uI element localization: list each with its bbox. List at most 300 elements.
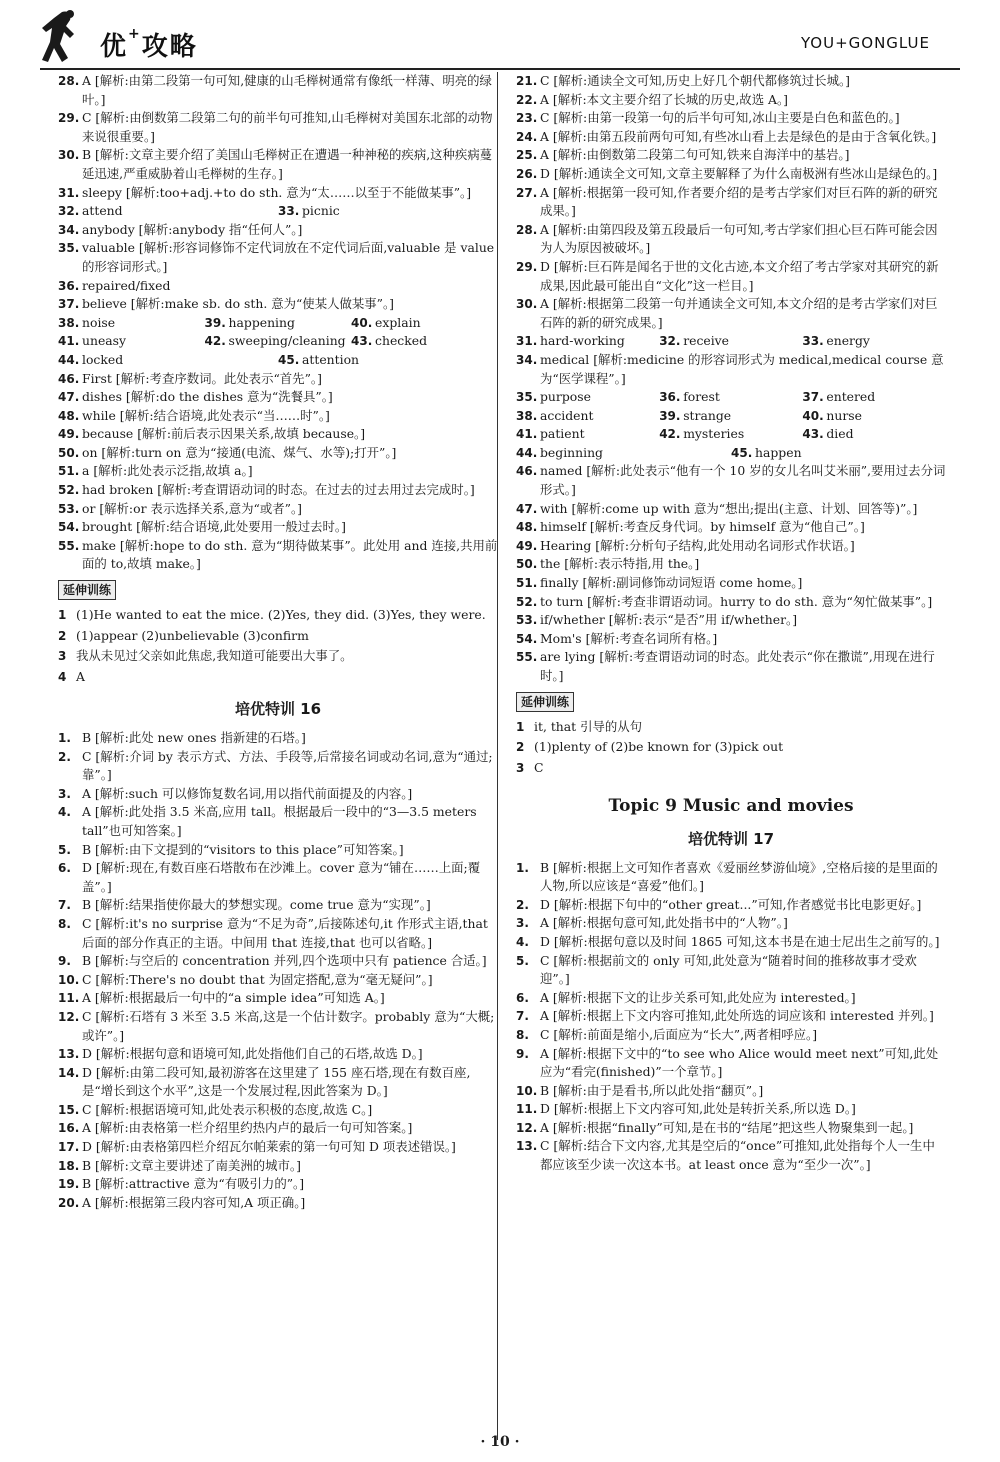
item-text: anybody [解析:anybody 指“任何人”。] (82, 221, 303, 237)
item-text: sleepy [解析:too+adj.+to do sth. 意为“太……以至于不能做某事”。] (82, 184, 472, 200)
answer-row (516, 444, 946, 463)
answer-item (58, 462, 498, 481)
answer-item (58, 518, 498, 537)
item-number: 41. (516, 427, 538, 442)
item-text: C [解析:it's no surprise 意为“不足为奇”,后接陈述句,it 作形式主语,that 后面的部分作真正的主语。中间用 that 连接,that 也可以省略。] (82, 915, 488, 950)
answer-item (278, 351, 498, 370)
answer-item (516, 184, 946, 221)
answer-item (516, 574, 946, 593)
answer-item (731, 444, 946, 463)
item-text: (1)appear (2)unbelievable (3)confirm (76, 627, 309, 643)
answer-item (58, 803, 498, 840)
item-number: 46. (516, 464, 538, 479)
answer-row (516, 332, 946, 351)
answer-item (58, 971, 498, 990)
item-text: B [解析:由于是看书,所以此处指“翻页”。] (540, 1082, 764, 1098)
answer-row (516, 388, 946, 407)
item-number: 12. (58, 1009, 80, 1024)
answer-item (802, 332, 945, 351)
item-number: 55. (58, 538, 80, 553)
answer-item (58, 537, 498, 574)
answer-item (516, 1119, 946, 1138)
item-number: 52. (58, 483, 80, 498)
answer-item (516, 72, 946, 91)
item-number: 37. (58, 297, 80, 312)
answer-item (516, 128, 946, 147)
item-text: A [解析:此处指 3.5 米高,应用 tall。根据最后一段中的“3—3.5 meters tall”也可知答案。] (82, 804, 477, 838)
item-text: locked (82, 351, 124, 367)
item-number: 54. (58, 520, 80, 535)
item-number: 28. (58, 74, 80, 88)
item-number: 49. (58, 427, 80, 442)
item-number: 38. (516, 408, 538, 423)
item-number: 5. (58, 842, 71, 857)
item-number: 16. (58, 1121, 80, 1136)
answer-item (58, 668, 498, 687)
answer-item (516, 351, 946, 388)
item-number: 31. (516, 334, 538, 349)
item-number: 25. (516, 148, 538, 163)
answer-item (58, 1194, 498, 1213)
item-text: believe [解析:make sb. do sth. 意为“使某人做某事”。] (82, 296, 395, 312)
answer-item (802, 407, 945, 426)
item-number: 7. (516, 1009, 529, 1024)
item-text: A [解析:根据第三段内容可知,A 项正确。] (82, 1194, 306, 1210)
item-number: 37. (802, 390, 824, 405)
item-text: if/whether [解析:表示“是否”用 if/whether。] (540, 612, 798, 628)
answer-item (516, 1026, 946, 1045)
answer-item (205, 332, 352, 351)
item-number: 29. (516, 259, 538, 274)
item-text: A [解析:由第五段前两句可知,有些冰山看上去是绿色的是由于含氧化铁。] (540, 128, 937, 144)
item-text: nurse (826, 407, 862, 423)
answer-item (516, 1007, 946, 1026)
item-number: 31. (58, 185, 80, 200)
answer-item (58, 481, 498, 500)
item-text: (1)He wanted to eat the mice. (2)Yes, they did. (3)Yes, they were. (76, 607, 486, 623)
answer-item (516, 518, 946, 537)
answer-item (58, 277, 498, 296)
item-number: 27. (516, 185, 538, 200)
item-text: C [解析:由第一段第一句的后半句可知,冰山主要是白色和蓝色的。] (540, 110, 900, 126)
answer-row (58, 332, 498, 351)
answer-item (58, 239, 498, 276)
item-text: uneasy (82, 333, 127, 349)
item-number: 24. (516, 129, 538, 144)
item-text: First [解析:考查序数词。此处表示“首先”。] (82, 370, 322, 386)
item-text: finally [解析:副词修饰动词短语 come home。] (540, 575, 803, 591)
item-text: 我从未见过父亲如此焦虑,我知道可能要出大事了。 (76, 648, 353, 664)
item-number: 32. (58, 204, 80, 219)
item-text: D [解析:现在,有数百座石塔散布在沙滩上。cover 意为“铺在……上面;覆盖”。] (82, 860, 481, 894)
answer-item (516, 1045, 946, 1082)
item-number: 4. (516, 934, 529, 949)
answer-item (516, 933, 946, 952)
item-text: died (826, 426, 854, 442)
answer-item (278, 202, 498, 221)
item-text: with [解析:come up with 意为“想出;提出(主意、计划、回答等)”。] (540, 500, 918, 516)
item-text: medical [解析:medicine 的形容词形式为 medical,medical course 意为“医学课程”。] (540, 351, 944, 386)
answer-item (516, 611, 946, 630)
section-title-17: 培优特训 17 (687, 829, 775, 848)
answer-item (58, 146, 498, 183)
header-rule (40, 68, 960, 70)
answer-item (516, 718, 946, 737)
page-header (40, 8, 960, 72)
item-number: 29. (58, 111, 80, 126)
item-text: A [解析:根据上下文内容可推知,此处所选的词应该和 interested 并列。] (540, 1008, 934, 1024)
answer-item (58, 1119, 498, 1138)
item-number: 40. (351, 315, 373, 330)
item-text: D [解析:根据句意和语境可知,此处指他们自己的石塔,故选 D。] (82, 1046, 423, 1062)
item-number: 15. (58, 1102, 80, 1117)
item-number: 26. (516, 166, 538, 181)
item-text: entered (826, 389, 876, 405)
item-number: 13. (58, 1047, 80, 1062)
item-text: B [解析:由下文提到的“visitors to this place”可知答案。] (82, 841, 404, 857)
brand-label: YOU+GONGLUE (800, 34, 930, 52)
item-number: 43. (802, 427, 824, 442)
answer-item (516, 91, 946, 110)
item-number: 47. (58, 390, 80, 405)
item-number: 51. (516, 576, 538, 591)
answer-item (659, 407, 802, 426)
answer-item (58, 351, 278, 370)
answer-item (58, 295, 498, 314)
item-text: attention (302, 351, 360, 367)
item-number: 23. (516, 111, 538, 126)
item-text: Hearing [解析:分析句子结构,此处用动名词形式作状语。] (540, 537, 855, 553)
item-text: beginning (540, 444, 603, 460)
item-number: 36. (659, 390, 681, 405)
left-column (58, 72, 498, 1212)
item-text: mysteries (683, 426, 745, 442)
item-text: attend (82, 203, 123, 219)
answer-item (58, 1008, 498, 1045)
item-number: 30. (516, 297, 538, 312)
item-text: D [解析:巨石阵是闻名于世的文化古迹,本文介绍了考古学家对其研究的新成果,因此最可能出自“文化”这一栏目。] (540, 258, 939, 293)
item-number: 35. (58, 241, 80, 256)
item-text: happen (755, 444, 802, 460)
answer-item (58, 332, 205, 351)
item-number: 46. (58, 371, 80, 386)
item-text: happening (228, 314, 295, 330)
item-number: 48. (516, 520, 538, 535)
item-number: 54. (516, 631, 538, 646)
item-number: 3. (58, 786, 71, 801)
item-number: 40. (802, 408, 824, 423)
answer-item (516, 859, 946, 896)
item-number: 2 (516, 740, 525, 755)
answer-item (516, 989, 946, 1008)
item-number: 11. (516, 1102, 538, 1117)
item-text: D [解析:由第二段可知,最初游客在这里建了 155 座石塔,现在有数百座,是“增长到这个水平”,这是一个发展过程,因此答案为 D。] (82, 1064, 471, 1099)
item-number: 36. (58, 278, 80, 293)
answer-item (516, 332, 659, 351)
item-text: B [解析:根据上文可知作者喜欢《爱丽丝梦游仙境》,空格后接的是里面的人物,所以应该是“喜爱”他们。] (540, 859, 938, 894)
item-number: 6. (58, 861, 71, 876)
logo-text-sub: 攻略 (141, 32, 198, 62)
item-text: brought [解析:结合语境,此处要用一般过去时。] (82, 519, 346, 535)
item-text: named [解析:此处表示“他有一个 10 岁的女儿名叫艾米丽”,要用过去分词形式。] (540, 463, 946, 498)
answer-item (58, 606, 498, 625)
answer-item (58, 221, 498, 240)
item-text: B [解析:文章主要讲述了南美洲的城市。] (82, 1157, 301, 1173)
item-text: receive (683, 333, 730, 349)
answer-item (802, 388, 945, 407)
answer-item (516, 1100, 946, 1119)
item-text: to turn [解析:考查非谓语动词。hurry to do sth. 意为“匆忙做某事”。] (540, 593, 933, 609)
item-text: A [解析:根据第一段可知,作者要介绍的是考古学家们对巨石阵的新的研究成果。] (540, 184, 938, 219)
item-text: explain (375, 314, 421, 330)
item-number: 12. (516, 1120, 538, 1135)
item-number: 9. (58, 954, 71, 969)
item-number: 51. (58, 464, 80, 479)
item-number: 2. (58, 749, 71, 764)
item-text: A [解析:根据最后一句中的“a simple idea”可知选 A。] (82, 990, 385, 1006)
item-text: on [解析:turn on 意为“接通(电流、煤气、水等);打开”。] (82, 444, 397, 460)
answer-item (516, 738, 946, 757)
item-number: 10. (516, 1083, 538, 1098)
answer-item (516, 425, 659, 444)
item-number: 53. (516, 613, 538, 628)
item-text: C [解析:There's no doubt that 为固定搭配,意为“毫无疑问”。] (82, 971, 433, 987)
answer-item (58, 500, 498, 519)
answer-item (659, 425, 802, 444)
item-number: 55. (516, 650, 538, 665)
item-text: strange (683, 407, 732, 423)
item-text: C [解析:通读全文可知,历史上好几个朝代都修筑过长城。] (540, 73, 850, 88)
item-text: A [解析:根据句意可知,此处指书中的“人物”。] (540, 915, 788, 931)
item-number: 17. (58, 1140, 80, 1155)
item-number: 35. (516, 390, 538, 405)
item-number: 49. (516, 538, 538, 553)
item-number: 3. (516, 916, 529, 931)
item-number: 42. (659, 427, 681, 442)
item-text: D [解析:根据句意以及时间 1865 可知,这本书是在迪士尼出生之前写的。] (540, 933, 940, 949)
item-text: A [解析:根据“finally”可知,是在书的“结尾”把这些人物聚集到一起。] (540, 1119, 914, 1135)
item-number: 44. (516, 445, 538, 460)
item-text: sweeping/cleaning (228, 333, 346, 349)
answer-item (516, 462, 946, 499)
item-text: A [解析:根据第二段第一句并通读全文可知,本文介绍的是考古学家们对巨石阵的新的研究成果。] (540, 296, 938, 330)
answer-item (516, 952, 946, 989)
item-number: 53. (58, 501, 80, 516)
answer-item (516, 407, 659, 426)
item-number: 39. (204, 315, 226, 330)
answer-item (58, 407, 498, 426)
answer-item (516, 555, 946, 574)
item-number: 41. (58, 334, 80, 349)
item-text: picnic (302, 203, 340, 219)
item-text: forest (683, 389, 720, 405)
item-text: B [解析:attractive 意为“有吸引力的”。] (82, 1176, 305, 1192)
item-text: A [解析:根据下文中的“to see who Alice would meet next”可知,此处应为“看完(finished)”一个章节。] (540, 1045, 939, 1080)
answer-item (58, 184, 498, 203)
answer-item (516, 1082, 946, 1101)
item-text: dishes [解析:do the dishes 意为“洗餐具”。] (82, 389, 333, 405)
item-text: patient (540, 426, 585, 442)
item-text: C [解析:由倒数第二段第二句的前半句可推知,山毛榉树对美国东北部的动物来说很重要。] (82, 110, 493, 144)
item-text: valuable [解析:形容词修饰不定代词放在不定代词后面,valuable 是 value 的形容词形式。] (82, 240, 495, 274)
item-text: himself [解析:考查反身代词。by himself 意为“他自己”。] (540, 519, 865, 535)
item-text: are lying [解析:考查谓语动词的时态。此处表示“你在撒谎”,用现在进行时。] (540, 649, 935, 683)
answer-item (516, 593, 946, 612)
item-number: 4 (58, 669, 67, 684)
answer-item (58, 729, 498, 748)
item-number: 2. (516, 897, 529, 912)
answer-row (58, 314, 498, 333)
item-number: 19. (58, 1177, 80, 1192)
item-text: A [解析:由表格第一栏介绍里约热内卢的最后一句可知答案。] (82, 1120, 413, 1136)
item-number: 13. (516, 1139, 538, 1154)
answer-item (58, 647, 498, 666)
page-number: · 10 · (480, 1434, 520, 1450)
item-number: 9. (516, 1046, 529, 1061)
right-column (516, 72, 946, 1175)
logo-wordmark (100, 26, 198, 63)
item-text: A [解析:由第四段及第五段最后一句可知,考古学家们担心巨石阵可能会因为人为原因被破坏。] (540, 221, 938, 256)
item-number: 21. (516, 74, 538, 88)
answer-item (516, 146, 946, 165)
item-text: the [解析:表示特指,用 the。] (540, 556, 700, 572)
item-number: 45. (731, 445, 753, 460)
item-number: 30. (58, 148, 80, 163)
logo-plus: + (128, 26, 142, 42)
answer-item (516, 221, 946, 258)
item-text: accident (540, 407, 594, 423)
answer-item (58, 388, 498, 407)
item-number: 1. (58, 731, 71, 745)
answer-item (58, 444, 498, 463)
item-text: it, that 引导的从句 (534, 718, 643, 734)
item-text: A [解析:由第二段第一句可知,健康的山毛榉树通常有像纸一样薄、明亮的绿叶。] (82, 73, 492, 107)
item-text: repaired/fixed (82, 277, 171, 293)
logo-text-main: 优 (100, 32, 129, 62)
answer-item (58, 952, 498, 971)
item-text: A [解析:本文主要介绍了长城的历史,故选 A。] (540, 91, 788, 107)
item-number: 47. (516, 501, 538, 516)
item-number: 33. (802, 334, 824, 349)
answer-item (205, 314, 352, 333)
item-text: B [解析:结果指使你最大的梦想实现。come true 意为“实现”。] (82, 897, 431, 913)
item-text: D [解析:根据下句中的“other great...”可知,作者感觉书比电影更好。] (540, 896, 922, 912)
item-number: 11. (58, 991, 80, 1006)
item-number: 1 (58, 608, 67, 623)
item-text: (1)plenty of (2)be known for (3)pick out (534, 739, 784, 755)
item-number: 34. (516, 352, 538, 367)
answer-item (516, 258, 946, 295)
answer-item (58, 1138, 498, 1157)
item-number: 1 (516, 719, 525, 734)
item-number: 7. (58, 898, 71, 913)
answer-item (58, 859, 498, 896)
answer-item (516, 165, 946, 184)
item-text: B [解析:与空后的 concentration 并列,四个选项中只有 patience 合适。] (82, 953, 487, 969)
item-number: 1. (516, 860, 529, 875)
item-number: 48. (58, 408, 80, 423)
answer-item (516, 500, 946, 519)
answer-row (516, 407, 946, 426)
item-text: A (76, 668, 85, 684)
answer-item (516, 295, 946, 332)
item-text: or [解析:or 表示选择关系,意为“或者”。] (82, 500, 302, 516)
item-text: C [解析:根据语境可知,此处表示积极的态度,故选 C。] (82, 1101, 373, 1117)
answer-item (802, 425, 945, 444)
answer-item (516, 109, 946, 128)
answer-item (58, 1175, 498, 1194)
answer-item (516, 444, 731, 463)
answer-item (516, 759, 946, 778)
extension-training-label: 延伸训练 (516, 692, 574, 712)
answer-row (58, 351, 498, 370)
item-text: C [解析:石塔有 3 米至 3.5 米高,这是一个估计数字。probably 意为“大概;或许”。] (82, 1008, 495, 1043)
answer-item (516, 896, 946, 915)
section-title-16: 培优特训 16 (234, 700, 322, 719)
item-text: hard-working (540, 333, 625, 349)
item-number: 28. (516, 222, 538, 237)
item-number: 8. (58, 916, 71, 931)
answer-item (58, 896, 498, 915)
item-number: 32. (659, 334, 681, 349)
item-number: 3 (58, 649, 67, 664)
item-number: 52. (516, 594, 538, 609)
answer-row (516, 425, 946, 444)
answer-item (516, 1137, 946, 1174)
answer-item (58, 72, 498, 109)
item-text: A [解析:由倒数第二段第二句可知,铁来自海洋中的基岩。] (540, 147, 850, 163)
answer-item (351, 332, 498, 351)
item-text: C [解析:根据前文的 only 可知,此处意为“随着时间的推移故事才受欢迎”。] (540, 952, 917, 987)
answer-item (516, 537, 946, 556)
answer-item (58, 314, 205, 333)
answer-item (58, 627, 498, 646)
item-text: energy (826, 333, 870, 349)
item-text: purpose (540, 389, 591, 405)
item-text: C [解析:前面是缩小,后面应为“长大”,两者相呼应。] (540, 1026, 818, 1042)
item-number: 38. (58, 315, 80, 330)
item-text: had broken [解析:考查谓语动词的时态。在过去的过去用过去完成时。] (82, 482, 475, 498)
item-number: 45. (278, 352, 300, 367)
answer-item (58, 109, 498, 146)
answer-item (58, 785, 498, 804)
item-number: 10. (58, 972, 80, 987)
item-text: D [解析:由表格第四栏介绍瓦尔帕莱索的第一句可知 D 项表述错误。] (82, 1139, 456, 1155)
item-number: 14. (58, 1065, 80, 1080)
item-text: make [解析:hope to do sth. 意为“期待做某事”。此处用 and 连接,共用前面的 to,故填 make。] (82, 537, 498, 572)
item-text: A [解析:such 可以修饰复数名词,用以指代前面提及的内容。] (82, 785, 413, 801)
item-text: C (534, 759, 544, 775)
answer-item (58, 370, 498, 389)
answer-item (659, 332, 802, 351)
item-number: 50. (516, 557, 538, 572)
answer-item (58, 425, 498, 444)
item-text: Mom's [解析:考查名词所有格。] (540, 630, 718, 646)
item-text: C [解析:结合下文内容,尤其是空后的“once”可推知,此处指每个人一生中都应该至少读一次这本书。at least once 意为“至少一次”。] (540, 1138, 935, 1173)
answer-item (351, 314, 498, 333)
item-number: 20. (58, 1195, 80, 1210)
answer-item (659, 388, 802, 407)
item-number: 6. (516, 990, 529, 1005)
extension-training-label: 延伸训练 (58, 580, 116, 600)
item-text: B [解析:此处 new ones 指新建的石塔。] (82, 730, 306, 745)
answer-item (516, 648, 946, 685)
answer-item (58, 1045, 498, 1064)
answer-item (516, 388, 659, 407)
item-number: 44. (58, 352, 80, 367)
item-number: 22. (516, 92, 538, 107)
answer-item (58, 1101, 498, 1120)
